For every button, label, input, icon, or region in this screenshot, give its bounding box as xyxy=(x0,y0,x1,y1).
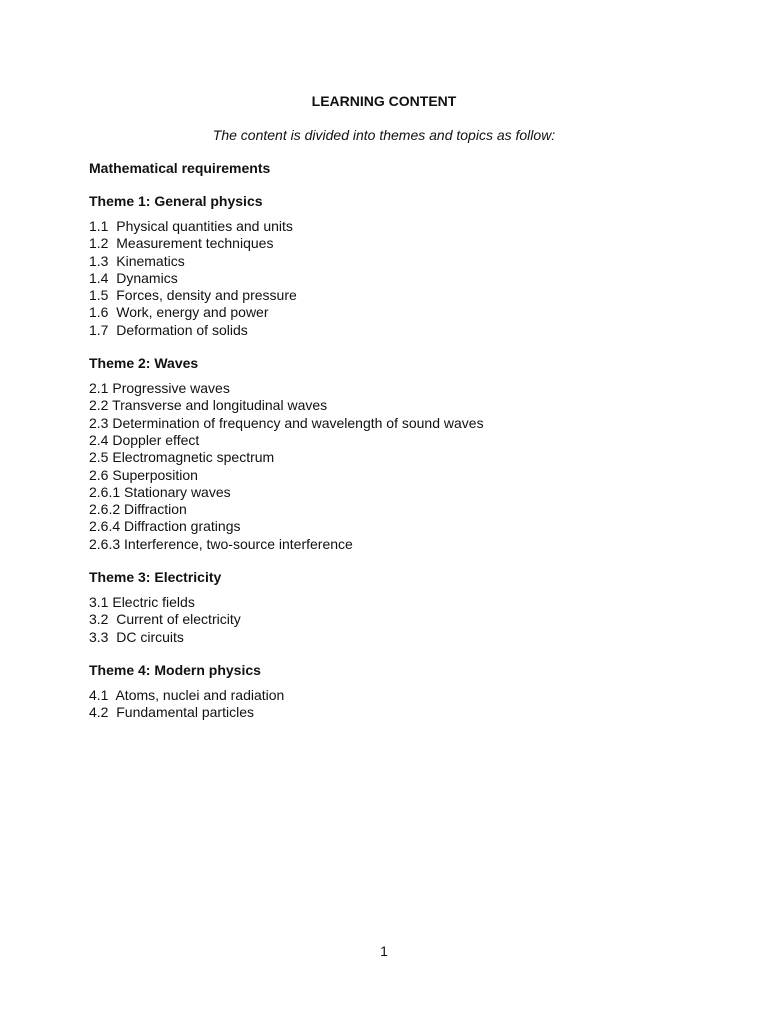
topic-item: 2.2 Transverse and longitudinal waves xyxy=(89,397,328,414)
topic-item: 2.6.3 Interference, two-source interference xyxy=(89,535,353,552)
topic-item: 3.3 DC circuits xyxy=(89,628,184,645)
content-body xyxy=(89,160,689,738)
topic-item: 1.5 Forces, density and pressure xyxy=(89,287,297,304)
topic-list xyxy=(89,218,689,339)
topic-item: 4.2 Fundamental particles xyxy=(89,704,254,721)
topic-list xyxy=(89,380,689,553)
topic-item: 3.2 Current of electricity xyxy=(89,611,241,628)
page-title: LEARNING CONTENT xyxy=(311,93,457,109)
page-subtitle: The content is divided into themes and topics as follow: xyxy=(212,127,556,143)
theme-heading: Theme 4: Modern physics xyxy=(89,661,261,678)
theme-section-3 xyxy=(89,569,689,646)
topic-item: 1.7 Deformation of solids xyxy=(89,321,248,338)
topic-item: 3.1 Electric fields xyxy=(89,594,195,611)
theme-section-2 xyxy=(89,355,689,553)
theme-section-1 xyxy=(89,193,689,339)
topic-item: 2.5 Electromagnetic spectrum xyxy=(89,449,275,466)
topic-item: 2.6.4 Diffraction gratings xyxy=(89,518,241,535)
topic-item: 2.3 Determination of frequency and wavelength of sound waves xyxy=(89,414,484,431)
topic-item: 2.6 Superposition xyxy=(89,466,198,483)
topic-item: 4.1 Atoms, nuclei and radiation xyxy=(89,686,285,703)
topic-item: 1.2 Measurement techniques xyxy=(89,235,274,252)
math-requirements-heading: Mathematical requirements xyxy=(89,160,271,176)
topic-item: 1.4 Dynamics xyxy=(89,269,178,286)
topic-item: 1.3 Kinematics xyxy=(89,252,185,269)
theme-heading: Theme 1: General physics xyxy=(89,193,263,209)
theme-heading: Theme 3: Electricity xyxy=(89,569,222,586)
topic-item: 1.6 Work, energy and power xyxy=(89,304,269,321)
topic-list xyxy=(89,594,689,646)
page-number: 1 xyxy=(380,943,388,959)
topic-item: 1.1 Physical quantities and units xyxy=(89,218,293,234)
topic-list xyxy=(89,687,689,722)
theme-section-4 xyxy=(89,662,689,722)
topic-item: 2.4 Doppler effect xyxy=(89,431,200,448)
topic-item: 2.1 Progressive waves xyxy=(89,380,230,397)
theme-heading: Theme 2: Waves xyxy=(89,355,199,372)
topic-item: 2.6.1 Stationary waves xyxy=(89,483,231,500)
topic-item: 2.6.2 Diffraction xyxy=(89,501,187,518)
